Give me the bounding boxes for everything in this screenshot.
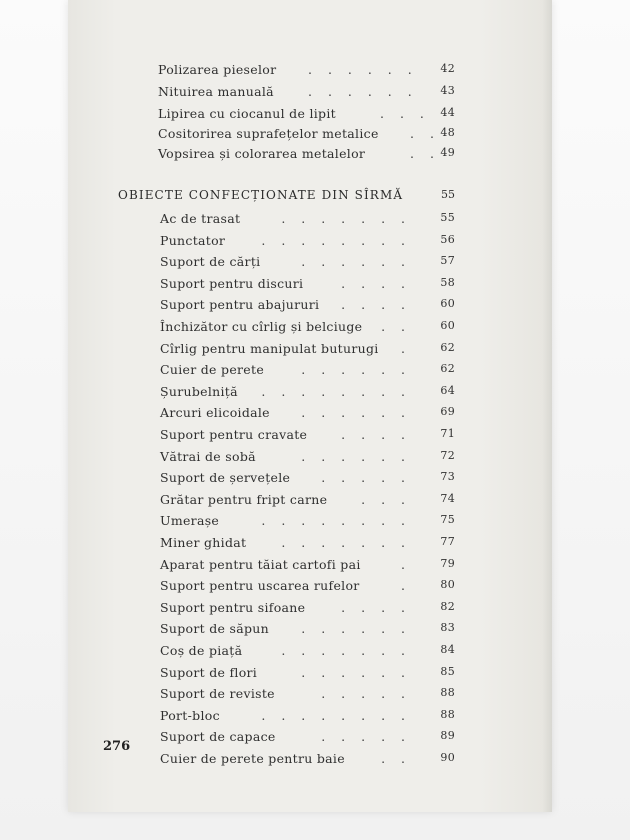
toc-entry-page: 57 (440, 254, 455, 267)
toc-entry-page: 62 (440, 341, 455, 354)
toc-entry-title: Suport de flori (160, 665, 258, 680)
toc-entry-title: Suport de reviste (160, 686, 275, 701)
toc-entry-title: Umerașe (160, 513, 220, 528)
toc-entry-leader: . . . . (341, 427, 411, 442)
toc-entry-title: Nituirea manuală (158, 84, 274, 99)
toc-entry-page: 62 (440, 362, 455, 375)
toc-entry-leader: . . . (380, 106, 430, 121)
toc-entry-page: 43 (440, 84, 455, 97)
toc-entry-title: Aparat pentru tăiat cartofi pai (160, 557, 361, 572)
toc-entry-leader: . . (410, 146, 440, 161)
toc-entry-leader: . . (410, 126, 440, 141)
toc-entry-leader: . . . . . (321, 470, 411, 485)
toc-entry-page: 71 (440, 427, 455, 440)
toc-entry-leader: . . (381, 751, 411, 766)
toc-entry-title: Cositorirea suprafețelor metalice (158, 126, 379, 141)
toc-entry-page: 73 (440, 470, 455, 483)
toc-entry-leader: . . . . . . . (281, 535, 411, 550)
toc-entry-title: Punctator (160, 233, 226, 248)
toc-entry-page: 89 (440, 729, 455, 742)
toc-entry-page: 74 (440, 492, 455, 505)
toc-entry-leader: . . . . . . (301, 362, 411, 377)
toc-entry-page: 49 (440, 146, 455, 159)
toc-entry-title: Suport de șervețele (160, 470, 291, 485)
toc-entry-title: Suport de capace (160, 729, 276, 744)
toc-entry-page: 48 (440, 126, 455, 139)
toc-entry-title: Polizarea pieselor (158, 62, 277, 77)
toc-entry-leader: . . . . . . (301, 405, 411, 420)
toc-entry-title: Miner ghidat (160, 535, 247, 550)
toc-entry-page: 58 (440, 276, 455, 289)
toc-entry-leader: . . . . . . (308, 62, 418, 77)
toc-entry-title: Ac de trasat (160, 211, 241, 226)
toc-entry-title: Vopsirea și colorarea metalelor (158, 146, 366, 161)
toc-entry-page: 82 (440, 600, 455, 613)
toc-entry-page: 90 (440, 751, 455, 764)
toc-entry-title: Suport pentru discuri (160, 276, 304, 291)
toc-entry-title: Suport pentru abajururi (160, 297, 320, 312)
toc-entry-page: 64 (440, 384, 455, 397)
toc-entry-leader: . (401, 341, 411, 356)
toc-entry-page: 84 (440, 643, 455, 656)
toc-entry-title: Suport pentru cravate (160, 427, 308, 442)
toc-entry-leader: . . . . . . . . (261, 384, 411, 399)
toc-entry-leader: . . . . (341, 600, 411, 615)
toc-entry-title: Suport pentru uscarea rufelor (160, 578, 360, 593)
toc-entry-leader: . . . (361, 492, 411, 507)
toc-entry-page: 44 (440, 106, 455, 119)
toc-entry-leader: . . . . . . . . (261, 708, 411, 723)
toc-entry-page: 85 (440, 665, 455, 678)
toc-entry-leader: . . . . . . (301, 449, 411, 464)
toc-entry-page: 83 (440, 621, 455, 634)
toc-entry-title: Lipirea cu ciocanul de lipit (158, 106, 336, 121)
toc-entry-title: Arcuri elicoidale (160, 405, 270, 420)
toc-entry-leader: . (401, 578, 411, 593)
toc-entry-title: Suport pentru sifoane (160, 600, 306, 615)
toc-entry-title: Suport de săpun (160, 621, 269, 636)
toc-entry-title: Vătrai de sobă (160, 449, 256, 464)
toc-entry-page: 88 (440, 686, 455, 699)
toc-entry-page: 72 (440, 449, 455, 462)
toc-entry-leader: . . . . . . (301, 665, 411, 680)
page-edge-shadow (542, 0, 552, 812)
toc-entry-leader: . . . . . . . (281, 643, 411, 658)
toc-entry-leader: . . . . . . (301, 254, 411, 269)
toc-entry-leader: . (401, 557, 411, 572)
toc-entry-leader: . . . . . . . . (261, 513, 411, 528)
toc-entry-leader: . . . . . (321, 686, 411, 701)
toc-entry-title: Închizător cu cîrlig și belciuge (160, 319, 363, 334)
toc-entry-title: Cuier de perete pentru baie (160, 751, 345, 766)
toc-entry-page: 80 (440, 578, 455, 591)
toc-entry-leader: . . . . (341, 276, 411, 291)
page-number: 276 (103, 739, 131, 754)
toc-entry-leader: . . . . . . . (281, 211, 411, 226)
toc-entry-title: Port-bloc (160, 708, 220, 723)
toc-entry-leader: . . . . . (321, 729, 411, 744)
toc-entry-title: Cuier de perete (160, 362, 265, 377)
toc-entry-page: 60 (440, 297, 455, 310)
toc-entry-leader: . . . . (341, 297, 411, 312)
toc-entry-title: Grătar pentru fript carne (160, 492, 328, 507)
section-title: OBIECTE CONFECȚIONATE DIN SÎRMĂ (118, 188, 404, 202)
toc-entry-page: 42 (440, 62, 455, 75)
toc-entry-leader: . . . . . . (308, 84, 418, 99)
toc-entry-page: 56 (440, 233, 455, 246)
toc-entry-page: 60 (440, 319, 455, 332)
section-page: 55 (441, 188, 455, 201)
toc-entry-leader: . . (381, 319, 411, 334)
toc-entry-page: 55 (440, 211, 455, 224)
toc-entry-page: 88 (440, 708, 455, 721)
toc-entry-page: 69 (440, 405, 455, 418)
toc-entry-title: Suport de cărți (160, 254, 261, 269)
toc-entry-page: 75 (440, 513, 455, 526)
toc-entry-page: 79 (440, 557, 455, 570)
toc-entry-leader: . . . . . . . . (261, 233, 411, 248)
toc-entry-leader: . . . . . . (301, 621, 411, 636)
toc-entry-title: Coș de piață (160, 643, 243, 658)
toc-entry-page: 77 (440, 535, 455, 548)
toc-entry-title: Cîrlig pentru manipulat buturugi (160, 341, 379, 356)
toc-entry-title: Șurubelniță (160, 384, 238, 399)
